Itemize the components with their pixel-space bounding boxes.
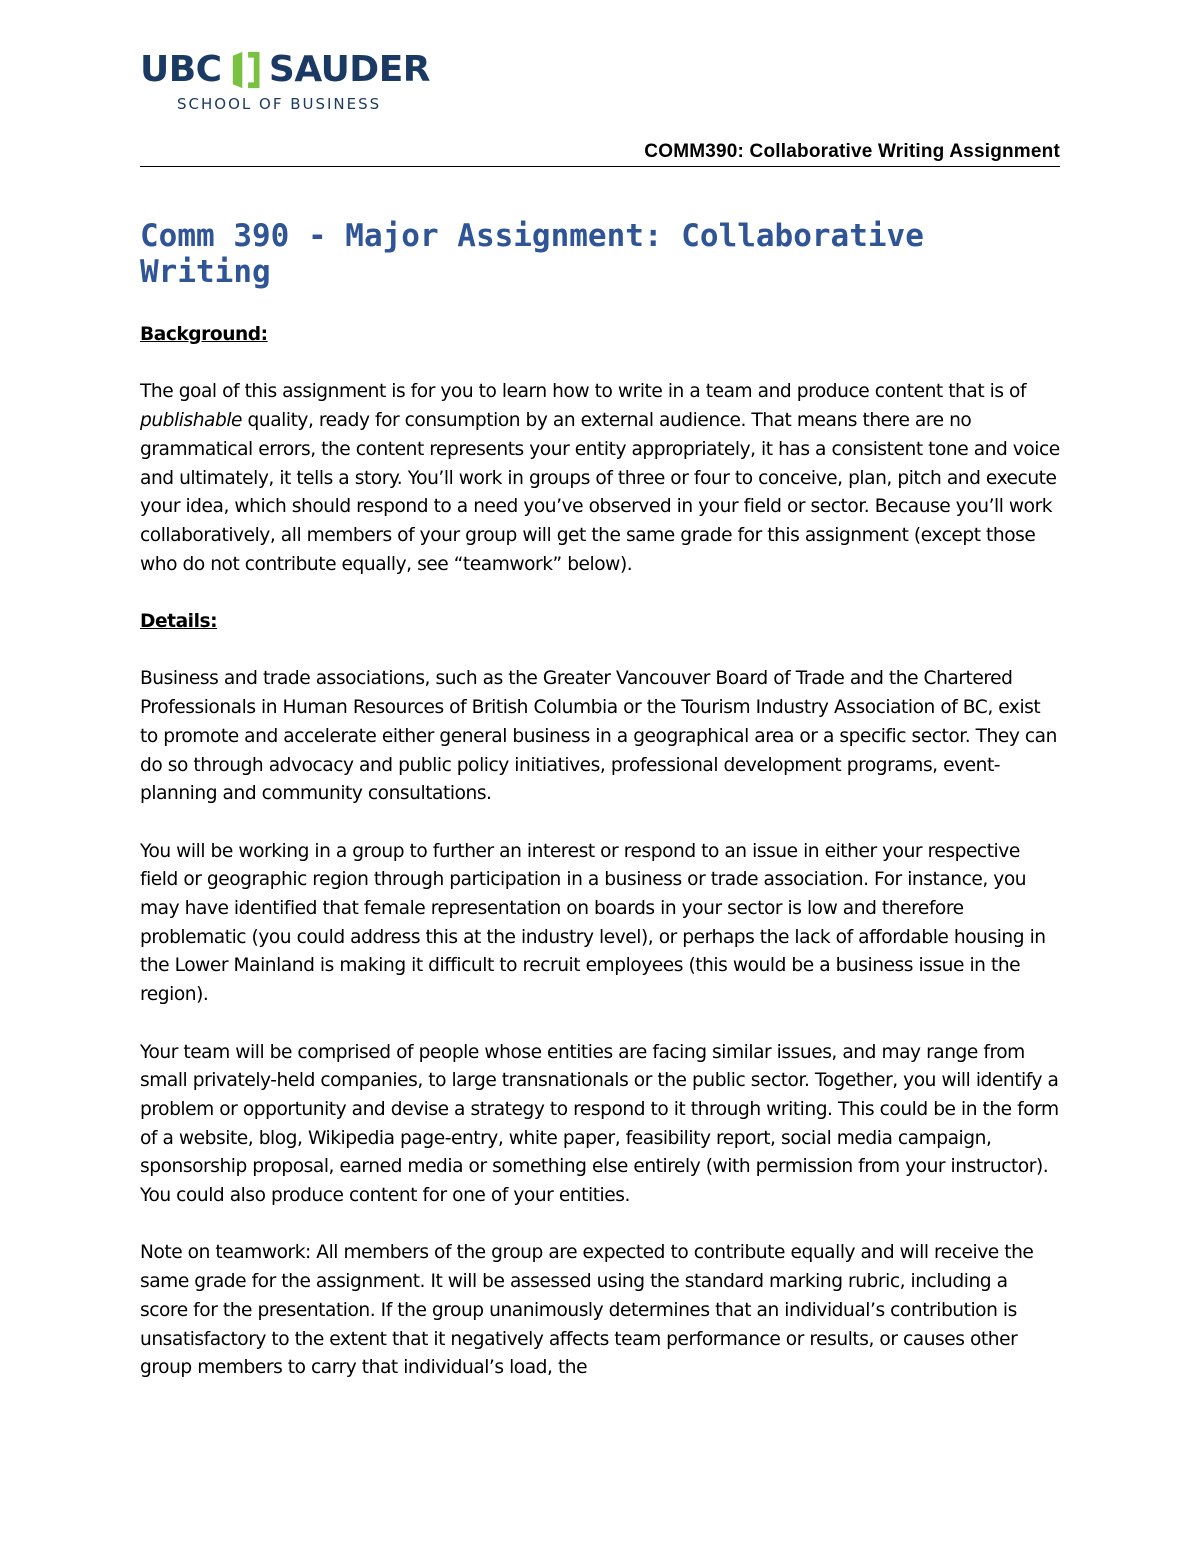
background-section-heading bbox=[140, 321, 1060, 350]
logo-word-ubc: UBC bbox=[140, 49, 222, 90]
details-paragraph-team-composition: Your team will be comprised of people whose entities are facing similar issues, and may range from small privately-held companies, to large transnationals or the public sector. Together, you will identify a problem or opportunity and devise a strategy to respond to it through writing. This could be in the form of a website, blog, Wikipedia page-entry, white paper, feasibility report, social media campaign, sponsorship proposal, earned media or something else entirely (with permission from your instructor). You could also produce content for one of your entities. bbox=[140, 1041, 1059, 1207]
document-title: Comm 390 - Major Assignment: Collaborative Writing bbox=[140, 218, 924, 290]
running-header-text: COMM390: Collaborative Writing Assignment bbox=[644, 141, 1060, 162]
running-header bbox=[140, 140, 1060, 167]
publishable-emphasis: publishable bbox=[140, 410, 243, 432]
background-heading: Background: bbox=[140, 324, 268, 345]
logo-word-sauder: SAUDER bbox=[268, 49, 430, 90]
ubc-sauder-logo bbox=[140, 44, 430, 116]
background-paragraph bbox=[140, 378, 1060, 579]
details-heading: Details: bbox=[140, 611, 218, 632]
details-paragraph-teamwork-note: Note on teamwork: All members of the group are expected to contribute equally and will receive the same grade for the assignment. It will be assessed using the standard marking rubric, including a score for the presentation. If the group unanimously determines that an individual’s contribution is unsatisfactory to the extent that it negatively affects team performance or results, or causes other group members to carry that individual’s load, the bbox=[140, 1242, 1034, 1379]
background-text-end: quality, ready for consumption by an external audience. That means there are no grammatical errors, the content represents your entity appropriately, it has a consistent tone and voice and ultimately, it tells a story. You’ll work in groups of three or four to conceive, plan, pitch and execute your idea, which should respond to a need you’ve observed in your field or sector. Because you’ll work collaboratively, all members of your group will get the same grade for this assignment (except those who do not contribute equally, see “teamwork” below). bbox=[140, 410, 1060, 575]
document-body bbox=[140, 321, 1060, 1412]
details-section-heading bbox=[140, 608, 1060, 637]
logo-subtitle: SCHOOL OF BUSINESS bbox=[177, 95, 382, 113]
logo-wordmark bbox=[140, 44, 430, 96]
details-paragraph-associations: Business and trade associations, such as the Greater Vancouver Board of Trade and the Chartered Professionals in Human Resources of British Columbia or the Tourism Industry Association of BC, exist to promote and accelerate either general business in a geographical area or a specific sector. They can do so through advocacy and public policy initiatives, professional development programs, event-planning and community consultations. bbox=[140, 668, 1057, 805]
background-text-start: The goal of this assignment is for you to learn how to write in a team and produce content that is of bbox=[140, 381, 1027, 403]
sauder-door-icon bbox=[229, 49, 263, 91]
details-paragraph-group-work: You will be working in a group to further an interest or respond to an issue in either your respective field or geographic region through participation in a business or trade association. For instance, you may have identified that female representation on boards in your sector is low and therefore problematic (you could address this at the industry level), or perhaps the lack of affordable housing in the Lower Mainland is making it difficult to recruit employees (this would be a business issue in the region). bbox=[140, 840, 1046, 1006]
